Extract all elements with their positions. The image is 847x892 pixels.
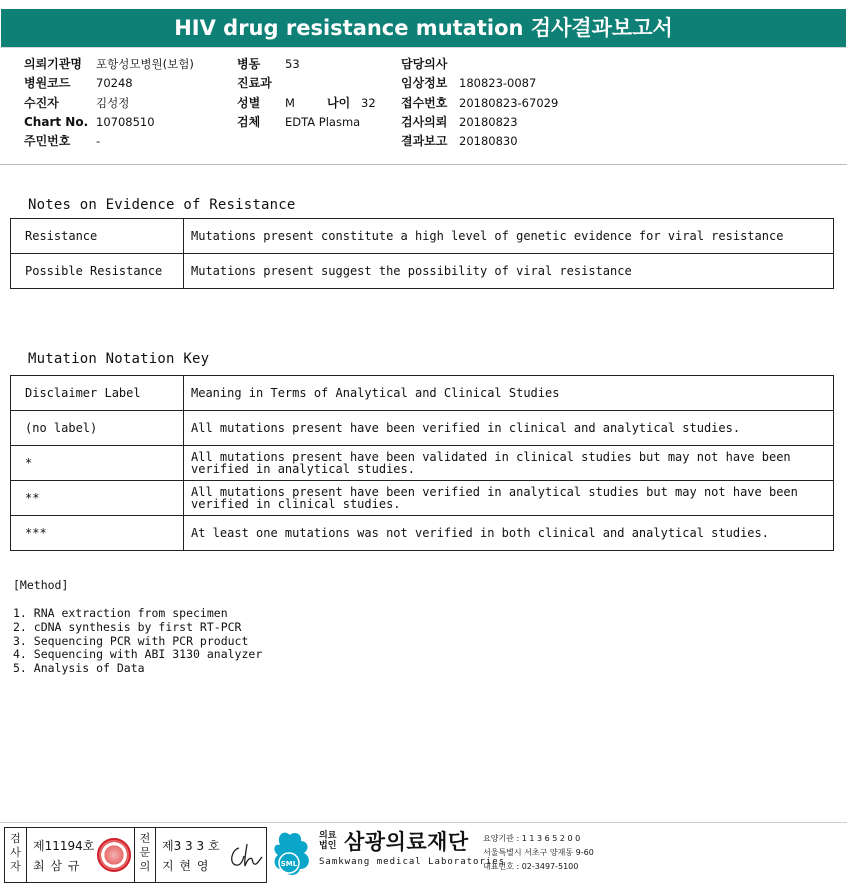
info-value: 20180830 [459, 134, 518, 149]
method-step: 4. Sequencing with ABI 3130 analyzer [13, 647, 263, 662]
key-label: (no label) [11, 411, 184, 446]
info-value: 김성정 [96, 95, 130, 110]
org-code: 요양기관 : 1 1 3 6 5 2 0 0 [483, 834, 581, 843]
info-label: 진료과 [237, 76, 272, 91]
method-title: [Method] [13, 578, 69, 592]
method-list [13, 607, 262, 676]
org-name: 삼광의료재단 [344, 830, 469, 854]
info-label: 나이 [327, 95, 351, 110]
method-step: 5. Analysis of Data [13, 661, 145, 676]
logo-text: SML [280, 860, 298, 868]
report-title: HIV drug resistance mutation 검사결과보고서 [1, 9, 846, 47]
key-label: ** [11, 481, 184, 516]
table-row [11, 219, 834, 254]
evidence-table [10, 218, 834, 289]
table-row [11, 411, 834, 446]
key-label: * [11, 446, 184, 481]
examiner-license-no: 제11194호 [33, 839, 95, 853]
table-header-row [11, 376, 834, 411]
table-row [11, 516, 834, 551]
sml-logo-icon [272, 829, 312, 879]
info-label: 검사의뢰 [401, 114, 448, 129]
examiner-name: 최 삼 규 [33, 859, 81, 873]
official-seal-icon [97, 838, 131, 872]
footer-divider [0, 822, 847, 823]
info-value: 20180823 [459, 114, 518, 129]
info-value: 32 [361, 95, 376, 110]
evidence-label: Possible Resistance [11, 254, 184, 289]
info-label: 병원코드 [24, 76, 71, 91]
method-step: 3. Sequencing PCR with PCR product [13, 633, 249, 648]
info-label: 주민번호 [24, 134, 71, 149]
notation-key-table [10, 375, 834, 551]
table-row [11, 446, 834, 481]
info-value: 포항성모병원(보험) [96, 57, 194, 71]
examiner-label [5, 828, 27, 882]
table-row [11, 254, 834, 289]
examiner-label-text: 검사자 [10, 832, 21, 873]
info-value: 180823-0087 [459, 76, 537, 91]
info-label: 병동 [237, 57, 261, 71]
info-column-1 [24, 55, 194, 151]
info-label: 임상정보 [401, 76, 448, 91]
org-english-name: Samkwang medical Laboratories [319, 857, 506, 867]
info-value: 53 [285, 57, 300, 71]
info-label: 담당의사 [401, 57, 448, 71]
org-phone: 대표번호 : 02-3497-5100 [483, 862, 579, 871]
org-prefix-line: 의료 [319, 831, 337, 841]
evidence-text: Mutations present suggest the possibility of viral resistance [184, 254, 834, 289]
info-value: 10708510 [96, 114, 155, 129]
key-header-label: Disclaimer Label [11, 376, 184, 411]
info-label: 성별 [237, 95, 261, 110]
org-prefix [319, 831, 336, 851]
signature-box [4, 827, 267, 883]
method-step: 1. RNA extraction from specimen [13, 606, 228, 620]
key-label: *** [11, 516, 184, 551]
info-value: 70248 [96, 76, 133, 91]
method-step: 2. cDNA synthesis by first RT-PCR [13, 619, 242, 634]
info-column-3 [401, 55, 559, 151]
key-text: All mutations present have been verified in analytical studies but may not have been verified in clinical studies. [184, 481, 834, 516]
specialist-name: 지 현 영 [162, 859, 210, 873]
key-text: At least one mutations was not verified in both clinical and analytical studies. [184, 516, 834, 551]
info-label: 수진자 [24, 95, 59, 110]
info-label: 결과보고 [401, 134, 448, 149]
evidence-section-title: Notes on Evidence of Resistance [28, 197, 296, 213]
table-row [11, 481, 834, 516]
info-value: EDTA Plasma [285, 114, 361, 129]
info-column-2 [237, 55, 376, 132]
key-header-text: Meaning in Terms of Analytical and Clinical Studies [184, 376, 834, 411]
info-value: - [96, 134, 101, 149]
key-section-title: Mutation Notation Key [28, 351, 210, 367]
info-label: 검체 [237, 114, 261, 129]
handwritten-signature-icon [227, 840, 263, 870]
info-label: Chart No. [24, 114, 89, 129]
specialist-label-text: 전문의 [139, 832, 151, 873]
info-label: 접수번호 [401, 95, 448, 110]
org-prefix-line: 법인 [319, 841, 337, 851]
info-label: 의뢰기관명 [24, 57, 82, 71]
specialist-label [134, 828, 156, 882]
specialist-license-no: 제3 3 3 호 [162, 839, 220, 853]
key-text: All mutations present have been validated in clinical studies but may not have been verified in analytical studies. [184, 446, 834, 481]
info-divider [0, 164, 847, 165]
org-address: 서울특별시 서초구 양재동 9-60 [483, 848, 594, 857]
title-bar [0, 0, 847, 48]
evidence-label: Resistance [11, 219, 184, 254]
key-text: All mutations present have been verified in clinical and analytical studies. [184, 411, 834, 446]
evidence-text: Mutations present constitute a high level of genetic evidence for viral resistance [184, 219, 834, 254]
info-value: 20180823-67029 [459, 95, 559, 110]
info-value: M [285, 95, 295, 110]
